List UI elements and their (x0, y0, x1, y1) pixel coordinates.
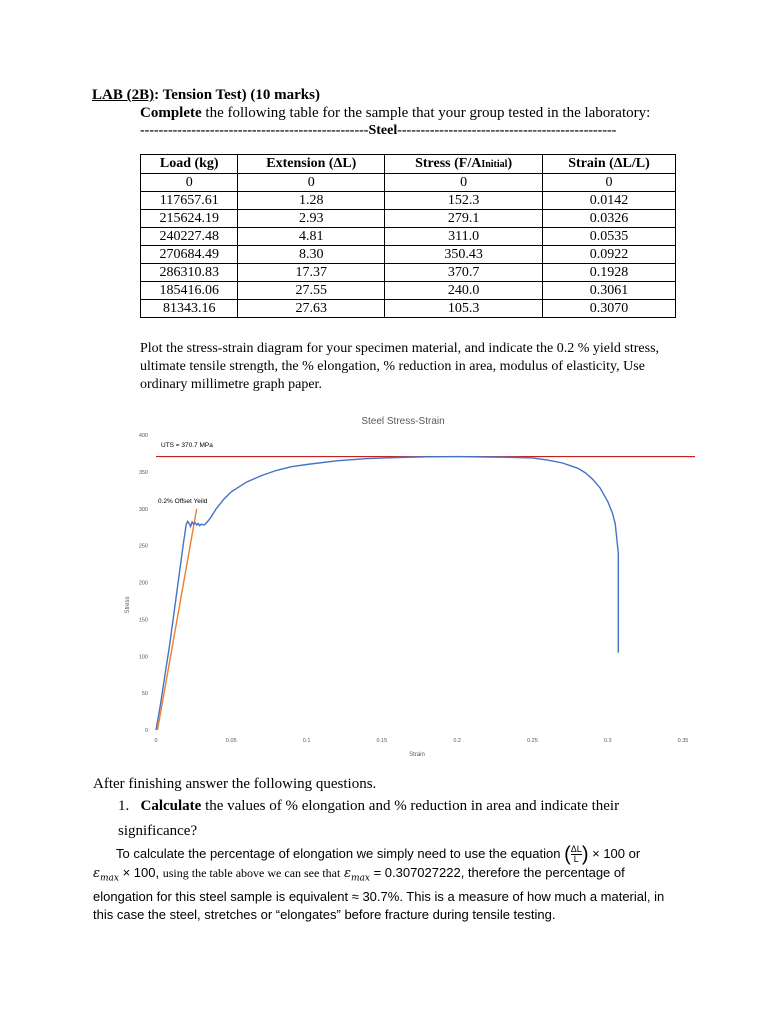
epsilon-symbol: ε (93, 866, 100, 882)
x-tick-label: 0.35 (677, 738, 689, 744)
y-tick-label: 300 (138, 506, 148, 513)
cell: 240227.48 (141, 228, 238, 246)
x-tick-labels (154, 738, 688, 744)
x-tick-label: 0.3 (603, 738, 612, 744)
answer-rest: , therefore the percentage of elongation for this steel sample is equivalent ≈ 30.7%. This is a measure of how much a material, in this case the steel, stretches or “elongates” before fracture during tensile testing. (93, 865, 665, 922)
header-extension: Extension (ΔL) (238, 155, 385, 174)
header-strain: Strain (ΔL/L) (543, 155, 676, 174)
y-axis-label: Stress (125, 596, 131, 614)
cell: 105.3 (385, 300, 543, 318)
cell: 17.37 (238, 264, 385, 282)
cell: 311.0 (385, 228, 543, 246)
question-number: 1. (118, 798, 130, 814)
cell: 117657.61 (141, 192, 238, 210)
table-row (141, 282, 676, 300)
epsilon-subscript-2: max (350, 873, 370, 884)
plot-instructions: Plot the stress-strain diagram for your specimen material, and indicate the 0.2 % yield stress, ultimate tensile strength, the % elongation, % reduction in area, modulus of elasticity, Use ordinary millimetre graph paper. (140, 341, 660, 392)
cell: 0.0142 (543, 192, 676, 210)
cell: 270684.49 (141, 246, 238, 264)
lab-label: LAB (2B) (92, 87, 155, 103)
stress-subscript: Initial (481, 159, 508, 170)
table-row (141, 192, 676, 210)
cell: 4.81 (238, 228, 385, 246)
x-tick-label: 0.1 (302, 738, 311, 744)
x-tick-label: 0.2 (453, 738, 461, 744)
cell: 185416.06 (141, 282, 238, 300)
complete-instruction (140, 105, 650, 122)
y-tick-label: 400 (138, 433, 148, 439)
uts-annotation: UTS = 370.7 MPa (161, 442, 213, 449)
cell: 279.1 (385, 210, 543, 228)
stress-strain-curve (156, 457, 618, 730)
cell: 27.55 (238, 282, 385, 300)
y-tick-label: 50 (141, 691, 148, 698)
complete-rest: the following table for the sample that your group tested in the laboratory: (201, 105, 651, 121)
material-line: -------------------------------------------------Steel----------------------------------------------- (140, 123, 617, 138)
cell: 0 (385, 174, 543, 192)
cell: 0 (238, 174, 385, 192)
header-stress: Stress (F/AInitial) (385, 155, 543, 174)
lab-title (92, 87, 320, 104)
cell: 215624.19 (141, 210, 238, 228)
answer-line1: To calculate the percentage of elongation we simply need to use the equation (116, 846, 561, 861)
question-1 (118, 794, 678, 844)
x-tick-label: 0 (154, 738, 158, 744)
cell: 0.0326 (543, 210, 676, 228)
cell: 8.30 (238, 246, 385, 264)
cell: 27.63 (238, 300, 385, 318)
lab-title-rest: : Tension Test) (10 marks) (154, 87, 320, 103)
cell: 2.93 (238, 210, 385, 228)
y-tick-label: 200 (138, 580, 148, 587)
cell: 0.0535 (543, 228, 676, 246)
x-tick-label: 0.05 (225, 738, 237, 744)
table-row (141, 210, 676, 228)
table-row (141, 246, 676, 264)
x-tick-label: 0.25 (527, 738, 538, 744)
complete-word: Complete (140, 105, 202, 121)
cell: 81343.16 (141, 300, 238, 318)
cell: 286310.83 (141, 264, 238, 282)
cell: 370.7 (385, 264, 543, 282)
answer-mid: using the table above we can see that (162, 866, 341, 881)
cell: 0.0922 (543, 246, 676, 264)
table-header-row (141, 155, 676, 174)
cell: 350.43 (385, 246, 543, 264)
y-tick-label: 150 (138, 617, 148, 624)
stress-strain-chart (118, 405, 708, 760)
epsilon-subscript: max (99, 873, 119, 884)
table-row (141, 264, 676, 282)
header-load: Load (kg) (141, 155, 238, 174)
chart-title: Steel Stress-Strain (361, 416, 445, 427)
cell: 0.3070 (543, 300, 676, 318)
cell: 152.3 (385, 192, 543, 210)
table-row (141, 300, 676, 318)
x-axis-label: Strain (409, 752, 425, 758)
answer-text: To calculate the percentage of elongation we simply need to use the equation ( $\frac{\Delta L}{L}$ ) × 100 or $\varepsilon_{max} \times 100$, using the table above we can see that $\varepsilon_{max} = 0.307027222$, therefore the percentage of elongation for this steel sample is equivalent ≈ 30.7%. This is a measure of how much a material, in this case the steel, stretches or “elongates” before fracture during tensile testing. (93, 843, 665, 922)
after-text: After finishing answer the following questions. (93, 776, 377, 792)
y-tick-labels (139, 433, 148, 734)
offset-yield-line (158, 509, 197, 730)
cell: 240.0 (385, 282, 543, 300)
cell: 1.28 (238, 192, 385, 210)
epsilon-symbol-2: ε (343, 866, 351, 882)
cell: 0 (141, 174, 238, 192)
y-tick-label: 100 (138, 654, 148, 661)
table-row (141, 174, 676, 192)
times-100: × 100 or (592, 846, 641, 861)
y-tick-label: 0 (144, 728, 148, 734)
results-table (140, 154, 676, 318)
elongation-fraction: $\frac{\Delta L}{L}$ (570, 844, 582, 865)
cell: 0.3061 (543, 282, 676, 300)
y-tick-label: 250 (138, 543, 148, 550)
question-rest: the values of % elongation and % reduction in area and indicate their significance? (118, 798, 620, 839)
table-row (141, 228, 676, 246)
eq-value: = 0.307027222 (373, 865, 461, 881)
x-tick-label: 0.15 (376, 738, 388, 744)
question-bold: Calculate (140, 798, 202, 814)
cell: 0.1928 (543, 264, 676, 282)
times-100-b: × 100, (122, 865, 160, 881)
offset-annotation: 0.2% Offset Yeild (158, 498, 208, 505)
y-tick-label: 350 (138, 469, 148, 476)
cell: 0 (543, 174, 676, 192)
